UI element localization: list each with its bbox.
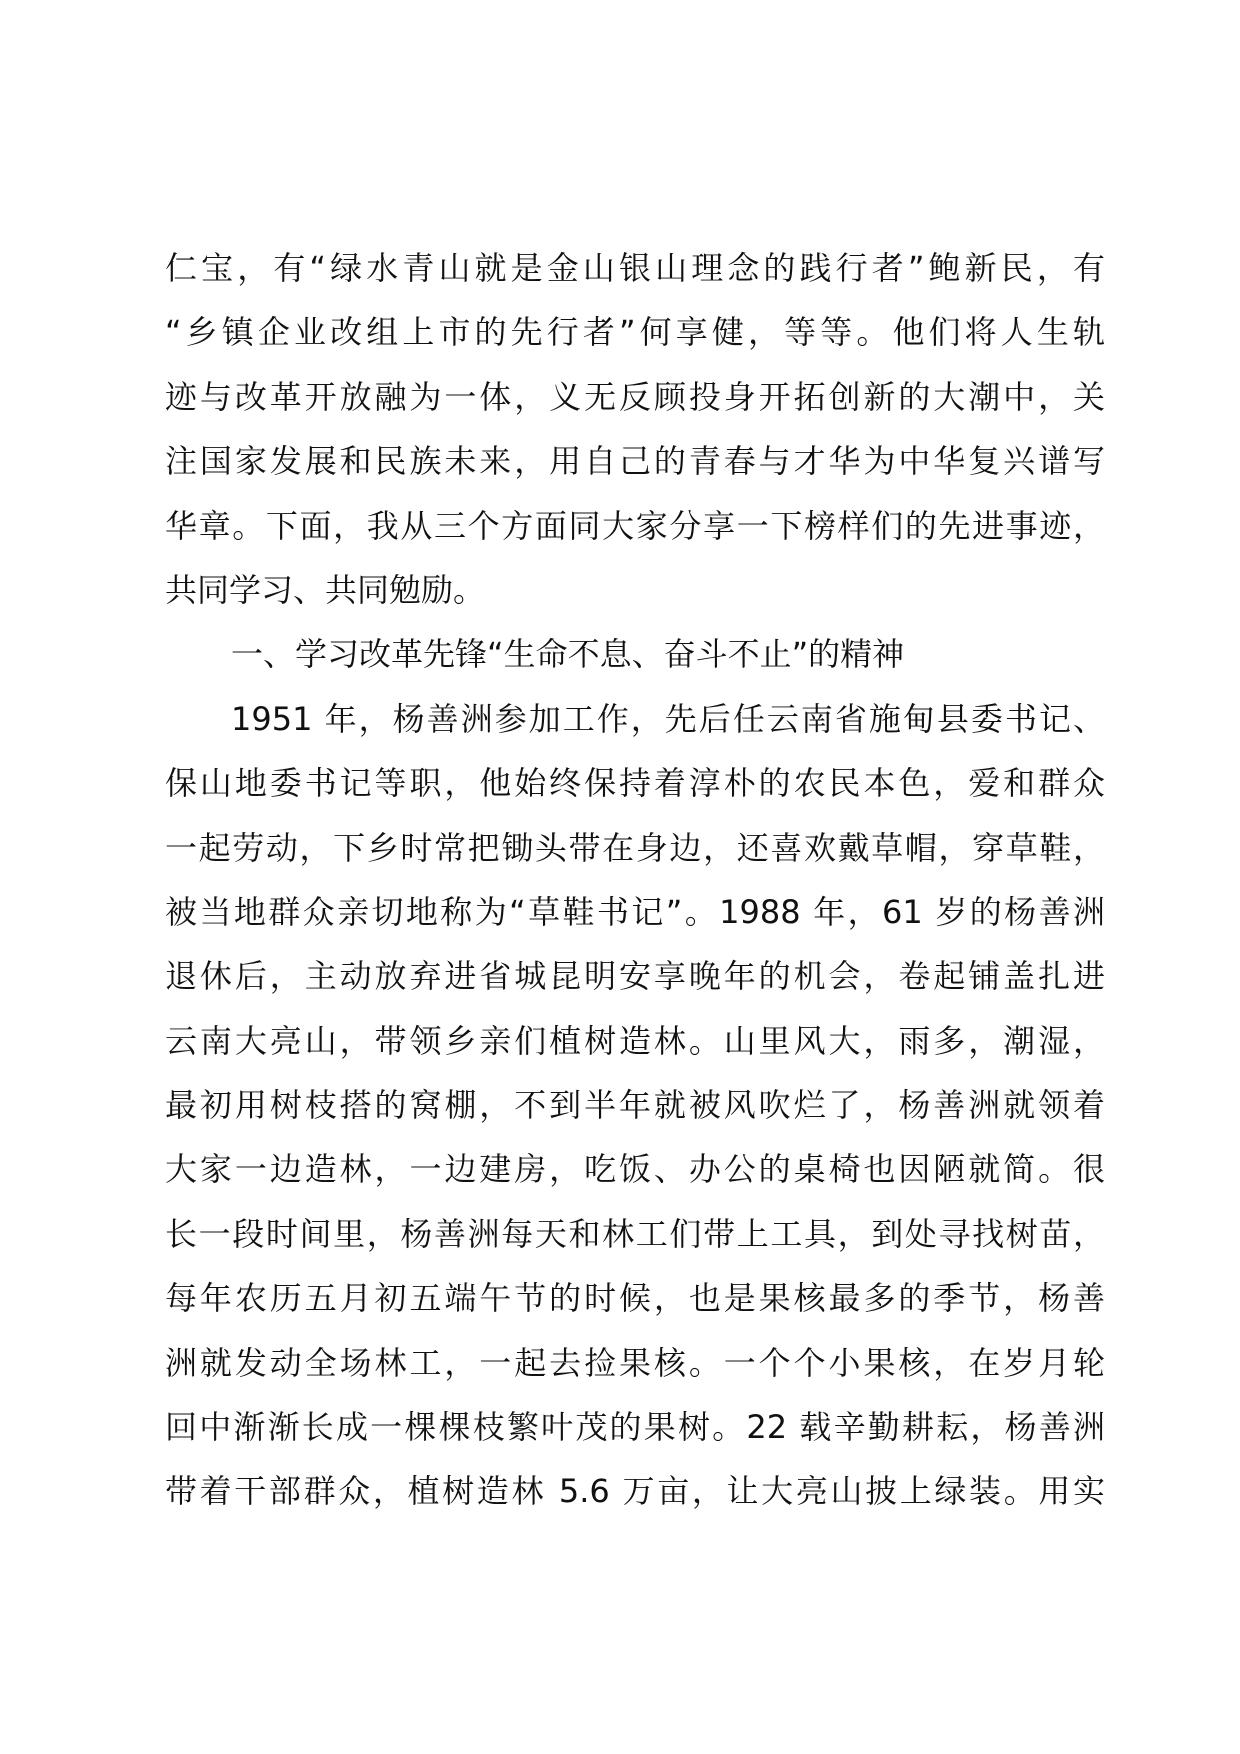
text-line: 一起劳动，下乡时常把锄头带在身边，还喜欢戴草帽，穿草鞋， [165, 828, 1105, 867]
text-line: “乡镇企业改组上市的先行者”何享健，等等。他们将人生轨 [165, 313, 1105, 352]
text-line: 回中渐渐长成一棵棵枝繁叶茂的果树。22 载辛勤耕耘，杨善洲 [165, 1408, 1105, 1447]
text-line: 华章。下面，我从三个方面同大家分享一下榜样们的先进事迹， [165, 506, 1105, 545]
text-line: 退休后，主动放弃进省城昆明安享晚年的机会，卷起铺盖扎进 [165, 957, 1105, 996]
text-line: 云南大亮山，带领乡亲们植树造林。山里风大，雨多，潮湿， [165, 1021, 1105, 1060]
document-page [165, 236, 1105, 1524]
text-line: 带着干部群众，植树造林 5.6 万亩，让大亮山披上绿装。用实 [165, 1472, 1105, 1511]
text-line: 最初用树枝搭的窝棚，不到半年就被风吹烂了，杨善洲就领着 [165, 1086, 1105, 1125]
text-line: 1951 年，杨善洲参加工作，先后任云南省施甸县委书记、 [231, 699, 1105, 738]
text-line: 共同学习、共同勉励。 [165, 570, 486, 609]
text-line: 被当地群众亲切地称为“草鞋书记”。1988 年，61 岁的杨善洲 [165, 892, 1105, 931]
paragraph-1 [165, 236, 1105, 622]
text-line: 长一段时间里，杨善洲每天和林工们带上工具，到处寻找树苗， [165, 1214, 1105, 1253]
text-line: 洲就发动全场林工，一起去捡果核。一个个小果核，在岁月轮 [165, 1343, 1105, 1382]
text-line: 保山地委书记等职，他始终保持着淳朴的农民本色，爱和群众 [165, 764, 1105, 803]
text-line: 注国家发展和民族未来，用自己的青春与才华为中华复兴谱写 [165, 442, 1105, 481]
section-heading: 一、学习改革先锋“生命不息、奋斗不止”的精神 [231, 635, 905, 674]
text-line: 每年农历五月初五端午节的时候，也是果核最多的季节，杨善 [165, 1279, 1105, 1318]
text-line: 迹与改革开放融为一体，义无反顾投身开拓创新的大潮中，关 [165, 377, 1105, 416]
text-line: 仁宝，有“绿水青山就是金山银山理念的践行者”鲍新民，有 [165, 249, 1105, 287]
paragraph-2 [165, 687, 1105, 1524]
text-line: 大家一边造林，一边建房，吃饭、办公的桌椅也因陋就简。很 [165, 1150, 1105, 1189]
